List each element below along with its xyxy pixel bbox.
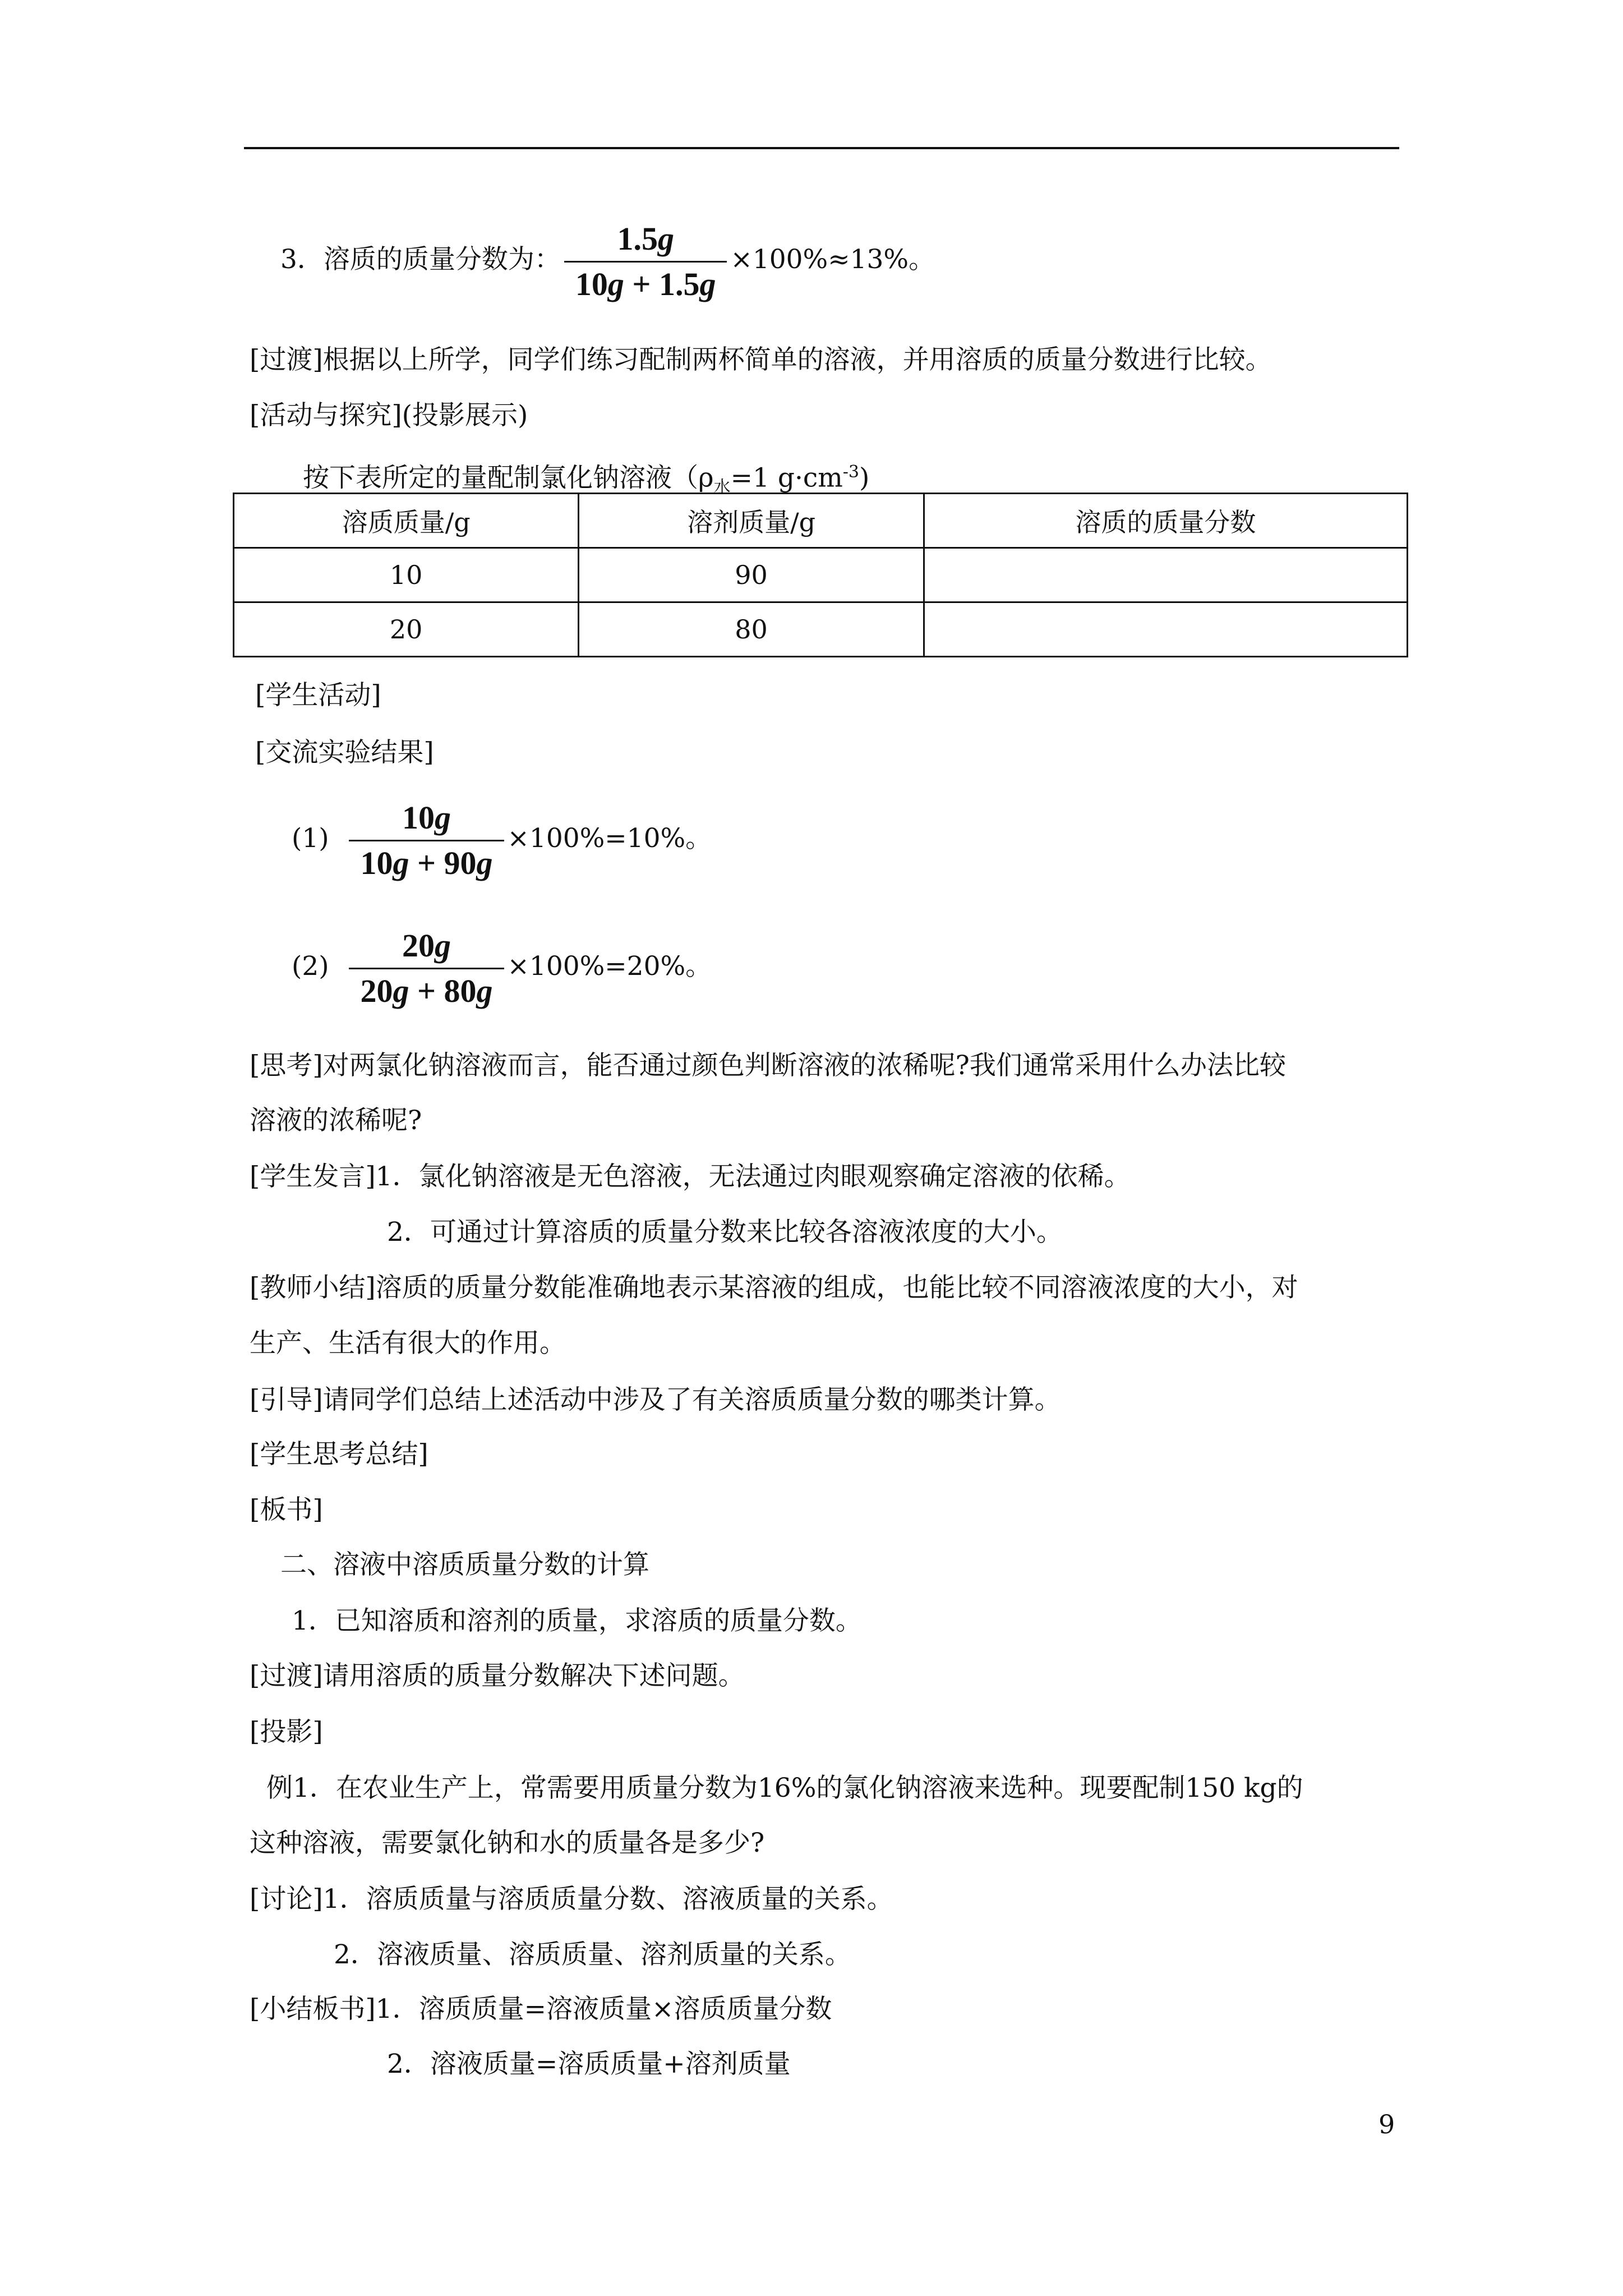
fraction — [349, 927, 504, 1010]
student-summary-heading: [学生思考总结] — [250, 1439, 428, 1470]
student-answer-1: [学生发言]1．氯化钠溶液是无色溶液，无法通过肉眼观察确定溶液的依稀。 — [250, 1161, 1131, 1192]
fraction — [564, 220, 727, 303]
table-row — [234, 548, 1408, 602]
fraction-denominator: 20g + 80g — [360, 972, 493, 1009]
table-cell — [924, 602, 1407, 657]
guide-text: [引导]请同学们总结上述活动中涉及了有关溶质质量分数的哪类计算。 — [250, 1384, 1061, 1415]
caption-text: 按下表所定的量配制氯化钠溶液（ρ — [303, 462, 714, 494]
solution-table — [233, 493, 1408, 657]
fraction-denominator: 10g + 1.5g — [575, 265, 716, 302]
formula-prefix: (1) — [292, 823, 329, 854]
table-cell: 90 — [579, 548, 924, 602]
teacher-summary-cont: 生产、生活有很大的作用。 — [250, 1328, 566, 1359]
formula-line-3 — [280, 212, 935, 307]
think-text: [思考]对两氯化钠溶液而言，能否通过颜色判断溶液的浓稀呢?我们通常采用什么办法比较 — [250, 1050, 1286, 1081]
caption-subscript: 水 — [713, 477, 731, 498]
section-title: 二、溶液中溶质质量分数的计算 — [280, 1549, 649, 1580]
board-heading: [板书] — [250, 1494, 323, 1525]
activity-heading: [活动与探究](投影展示) — [250, 400, 528, 431]
transition-text: [过渡]根据以上所学，同学们练习配制两杯简单的溶液，并用溶质的质量分数进行比较。 — [250, 344, 1272, 375]
projection-heading: [投影] — [250, 1717, 323, 1747]
table-header-cell: 溶剂质量/g — [579, 494, 924, 548]
fraction-denominator: 10g + 90g — [360, 844, 493, 881]
section-item-1: 1．已知溶质和溶剂的质量，求溶质的质量分数。 — [292, 1605, 862, 1636]
board-summary-1: [小结板书]1．溶质质量=溶液质量×溶质质量分数 — [250, 1994, 832, 2024]
table-row — [234, 602, 1408, 657]
fraction-numerator: 1.5g — [564, 220, 727, 263]
student-activity-heading: [学生活动] — [255, 680, 381, 711]
table-cell: 10 — [234, 548, 579, 602]
discussion-1: [讨论]1．溶质质量与溶质质量分数、溶液质量的关系。 — [250, 1884, 893, 1915]
caption-unit: =1 g·cm — [730, 462, 843, 494]
table-cell: 80 — [579, 602, 924, 657]
caption-end: ) — [859, 462, 870, 494]
formula-suffix: ×100%≈13%。 — [730, 244, 935, 275]
fraction-numerator: 10g — [349, 799, 504, 841]
example-text-cont: 这种溶液，需要氯化钠和水的质量各是多少? — [250, 1828, 765, 1858]
think-text-cont: 溶液的浓稀呢? — [250, 1105, 422, 1136]
formula-prefix: 3．溶质的质量分数为： — [280, 244, 561, 275]
table-header-cell: 溶质质量/g — [234, 494, 579, 548]
table-cell — [924, 548, 1407, 602]
results-heading: [交流实验结果] — [255, 737, 434, 768]
table-header-row — [234, 494, 1408, 548]
header-rule — [244, 147, 1399, 149]
board-summary-2: 2．溶液质量=溶质质量+溶剂质量 — [387, 2049, 791, 2079]
formula-suffix: ×100%=10%。 — [507, 823, 712, 854]
discussion-2: 2．溶液质量、溶质质量、溶剂质量的关系。 — [334, 1939, 851, 1970]
table-cell: 20 — [234, 602, 579, 657]
formula-suffix: ×100%=20%。 — [507, 951, 712, 982]
transition-text-2: [过渡]请用溶质的质量分数解决下述问题。 — [250, 1660, 745, 1691]
student-answer-2: 2．可通过计算溶质的质量分数来比较各溶液浓度的大小。 — [387, 1217, 1063, 1248]
formula-prefix: (2) — [292, 951, 329, 982]
fraction — [349, 799, 504, 882]
caption-superscript: -3 — [842, 462, 860, 482]
table-header-cell: 溶质的质量分数 — [924, 494, 1407, 548]
fraction-numerator: 20g — [349, 927, 504, 969]
result-formula-1 — [292, 791, 712, 886]
teacher-summary: [教师小结]溶质的质量分数能准确地表示某溶液的组成，也能比较不同溶液浓度的大小，对 — [250, 1272, 1298, 1303]
page-number: 9 — [1378, 2109, 1395, 2139]
result-formula-2 — [292, 919, 712, 1014]
example-text: 例1．在农业生产上，常需要用质量分数为16%的氯化钠溶液来选种。现要配制150 kg的 — [266, 1773, 1303, 1803]
